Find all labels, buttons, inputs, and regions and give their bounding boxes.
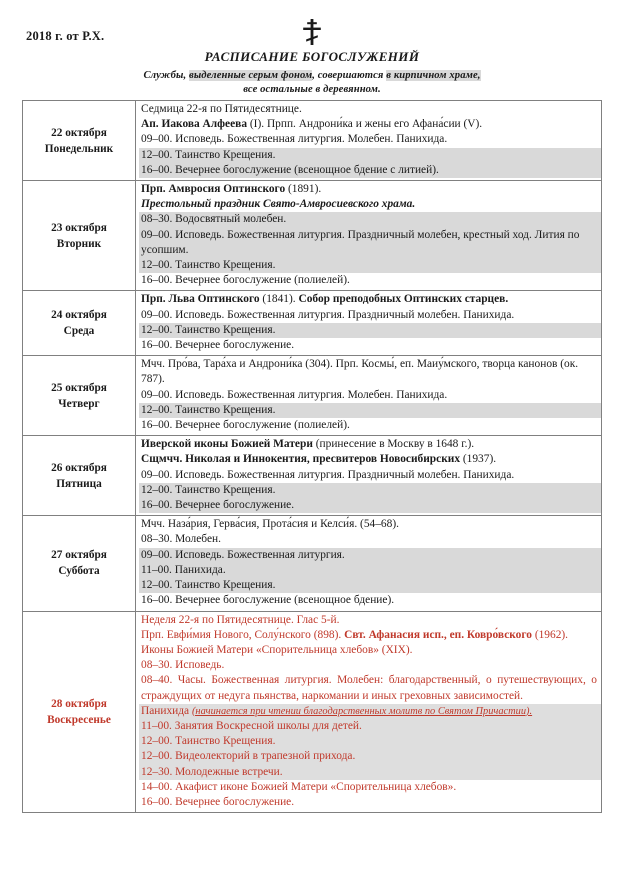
- service-line: 08–40. Часы. Божественная литургия. Молебен: благодарственный, о путешествующих, о страждущих от недуга пьянства, наркомании и иных греховных зависимостей.: [141, 674, 597, 702]
- service-line: Мчч. Наза́рия, Герва́сия, Прота́сия и Келси́я. (54–68).: [141, 518, 399, 531]
- service-line: Мчч. Про́ва, Тара́ха и Андрони́ка (304). Прп. Космы́, еп. Маиу́мского, творца канонов (ок. 787).: [141, 358, 579, 386]
- row-weekday: Воскресенье: [47, 713, 111, 726]
- service-line: 08–30. Молебен.: [141, 533, 221, 546]
- service-line: 11–00. Занятия Воскресной школы для детей.: [139, 719, 601, 734]
- feast-detail: (I). Прпп. Андрони́ка и жены его Афана́сии (V).: [247, 118, 483, 131]
- row-weekday: Четверг: [58, 397, 100, 410]
- service-line: 09–00. Исповедь. Божественная литургия. Праздничный молебен. Панихида.: [141, 468, 515, 481]
- feast-detail: Прп. Евфи́мия Нового, Солу́нского (898).: [141, 628, 345, 641]
- feast-detail: (1891).: [285, 183, 322, 196]
- date-cell: [23, 291, 136, 356]
- feast-detail: (1841).: [259, 293, 299, 306]
- table-row: [23, 291, 602, 356]
- service-line-patronal: Престольный праздник Свято-Амвросиевского храма.: [141, 198, 416, 211]
- gray-background-legend: [0, 69, 624, 97]
- service-line: 12–00. Таинство Крещения.: [139, 258, 601, 273]
- services-cell: [136, 436, 602, 516]
- panihida-note: (начинается при чтении благодарственных молитв по Святом Причастии).: [191, 705, 533, 717]
- year-label: 2018 г. от Р.Х.: [26, 29, 105, 43]
- feast-name-secondary: Собор преподобных Оптинских старцев.: [298, 293, 509, 306]
- table-row: [23, 356, 602, 436]
- document-header: [0, 18, 624, 97]
- date-cell: [23, 101, 136, 181]
- service-line: 12–00. Таинство Крещения.: [139, 403, 601, 418]
- feast-name: Прп. Амвросия Оптинского: [141, 183, 286, 196]
- orthodox-cross-icon: [301, 18, 323, 46]
- panihida-label: Панихида: [141, 704, 192, 717]
- row-date: 26 октября: [51, 461, 107, 474]
- legend-text-c: все остальные в деревянном.: [243, 84, 381, 95]
- feast-name-secondary: Сщмчч. Николая и Иннокентия, пресвитеров Новосибирских: [141, 453, 461, 466]
- table-row: [23, 436, 602, 516]
- row-date: 22 октября: [51, 126, 107, 139]
- feast-name: Иверской иконы Божией Матери: [141, 438, 313, 451]
- services-cell: [136, 611, 602, 813]
- service-line: 14–00. Акафист иконе Божией Матери «Спорительница хлебов».: [141, 780, 457, 793]
- service-line: Неделя 22-я по Пятидесятнице. Глас 5-й.: [141, 613, 340, 626]
- feast-detail-2: (1962). Иконы Божией Матери «Спорительница хлебов» (XIX).: [141, 628, 569, 656]
- service-line: 16–00. Вечернее богослужение.: [141, 795, 295, 808]
- service-line: 12–30. Молодежные встречи.: [139, 765, 601, 780]
- service-line-panihida: [139, 704, 601, 719]
- service-line: 08–30. Исповедь.: [141, 659, 225, 672]
- date-cell: [23, 516, 136, 611]
- services-cell: [136, 291, 602, 356]
- service-line: 12–00. Таинство Крещения.: [139, 148, 601, 163]
- services-cell: [136, 181, 602, 291]
- service-line: 12–00. Таинство Крещения.: [139, 323, 601, 338]
- feast-name: Свт. Афанасия исп., еп. Ковро́вского: [344, 628, 532, 641]
- service-line: 16–00. Вечернее богослужение (полиелей).: [141, 419, 350, 432]
- legend-text-b: , совершаются: [312, 70, 387, 81]
- row-date: 28 октября: [51, 697, 107, 710]
- service-line: 09–00. Исповедь. Божественная литургия. Молебен. Панихида.: [141, 388, 448, 401]
- services-cell: [136, 356, 602, 436]
- service-line: [139, 117, 601, 132]
- row-weekday: Понедельник: [44, 142, 114, 155]
- feast-name: Прп. Льва Оптинского: [141, 293, 260, 306]
- row-weekday: Среда: [63, 325, 95, 338]
- date-cell: [23, 436, 136, 516]
- services-cell: [136, 516, 602, 611]
- service-line: 16–00. Вечернее богослужение.: [141, 339, 295, 352]
- date-cell: [23, 181, 136, 291]
- row-date: 24 октября: [51, 309, 107, 322]
- service-line: 12–00. Таинство Крещения.: [139, 578, 601, 593]
- row-date: 23 октября: [51, 221, 107, 234]
- legend-highlight-a: выделенные серым фоном: [188, 70, 313, 81]
- service-line: [139, 292, 601, 307]
- service-line: [139, 182, 601, 197]
- service-line: 16–00. Вечернее богослужение (всенощное бдение с литией).: [139, 163, 601, 178]
- service-line: Седмица 22-я по Пятидесятнице.: [141, 103, 302, 115]
- service-line: [139, 437, 601, 452]
- date-cell: [23, 356, 136, 436]
- legend-highlight-b: в кирпичном храме,: [386, 70, 481, 81]
- service-line: 16–00. Вечернее богослужение.: [139, 498, 601, 513]
- date-cell: [23, 611, 136, 813]
- service-line: 09–00. Исповедь. Божественная литургия.: [139, 548, 601, 563]
- service-line: 12–00. Таинство Крещения.: [139, 734, 601, 749]
- table-row: [23, 516, 602, 611]
- table-row-sunday: [23, 611, 602, 813]
- table-row: [23, 101, 602, 181]
- feast-detail: (принесение в Москву в 1648 г.).: [312, 438, 475, 451]
- row-weekday: Вторник: [56, 237, 102, 250]
- service-line: 09–00. Исповедь. Божественная литургия. Праздничный молебен. Панихида.: [141, 308, 515, 321]
- service-line: 11–00. Панихида.: [139, 563, 601, 578]
- table-row: [23, 181, 602, 291]
- row-weekday: Пятница: [56, 477, 102, 490]
- feast-detail: (1937).: [460, 453, 497, 466]
- service-line: [139, 452, 601, 467]
- row-date: 25 октября: [51, 381, 107, 394]
- service-line: 12–00. Видеолекторий в трапезной прихода.: [139, 749, 601, 764]
- services-cell: [136, 101, 602, 181]
- legend-text-a: Службы,: [143, 70, 189, 81]
- page-title: РАСПИСАНИЕ БОГОСЛУЖЕНИЙ: [204, 49, 420, 64]
- service-line: 09–00. Исповедь. Божественная литургия. Праздничный молебен, крестный ход. Лития по усопшим.: [139, 228, 601, 258]
- row-date: 27 октября: [51, 549, 107, 562]
- row-weekday: Суббота: [58, 565, 100, 578]
- service-line: [139, 628, 601, 658]
- feast-name: Ап. Иакова Алфеева: [141, 118, 248, 131]
- service-line: 16–00. Вечернее богослужение (полиелей).: [141, 274, 350, 287]
- service-line: 09–00. Исповедь. Божественная литургия. Молебен. Панихида.: [141, 133, 448, 146]
- service-line: 12–00. Таинство Крещения.: [139, 483, 601, 498]
- service-line: 16–00. Вечернее богослужение (всенощное бдение).: [141, 594, 395, 607]
- service-line: 08–30. Водосвятный молебен.: [139, 212, 601, 227]
- services-schedule-table: [22, 100, 602, 813]
- schedule-table-body: [23, 101, 602, 813]
